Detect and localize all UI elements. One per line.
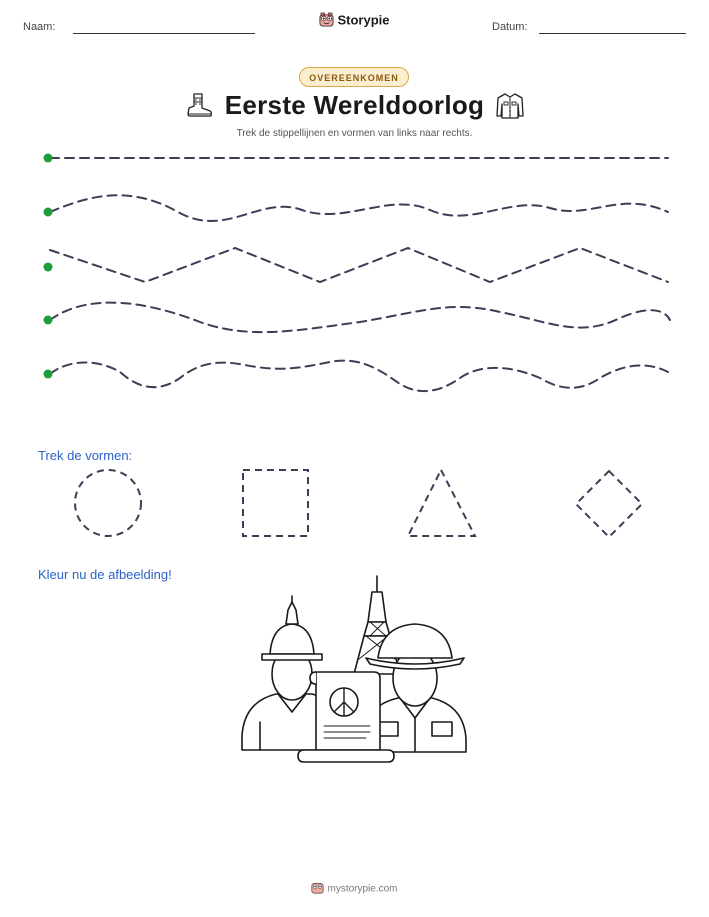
trace-circle[interactable] <box>75 470 141 536</box>
brand-name: Storypie <box>337 12 390 28</box>
start-dot <box>44 370 53 379</box>
coloring-picture[interactable] <box>240 574 470 764</box>
instructions: Trek de stippellijnen en vormen van links naar rechts. <box>236 128 473 139</box>
name-label: Naam: <box>23 21 56 33</box>
trace-triangle[interactable] <box>408 470 475 536</box>
category-badge: OVEREENKOMEN <box>299 67 409 87</box>
start-dot <box>44 316 53 325</box>
start-dot <box>44 263 53 272</box>
trace-line-bumpy-wave[interactable] <box>50 361 668 392</box>
start-dot <box>44 154 53 163</box>
storypie-logo-icon <box>311 881 324 897</box>
trace-line-wave[interactable] <box>50 303 670 332</box>
trace-diamond[interactable] <box>576 471 642 537</box>
eiffel-tower-icon <box>354 576 400 674</box>
footer <box>0 881 709 897</box>
trace-square[interactable] <box>243 470 308 536</box>
trace-line-gentle-wave[interactable] <box>50 195 668 221</box>
page-title: Eerste Wereldoorlog <box>224 90 485 120</box>
shapes-area <box>0 460 709 550</box>
coloring-heading: Kleur nu de afbeelding! <box>38 567 172 582</box>
footer-url[interactable]: mystorypie.com <box>327 883 398 895</box>
trace-line-zigzag[interactable] <box>50 248 668 282</box>
start-dot <box>44 208 53 217</box>
date-label: Datum: <box>492 21 528 33</box>
shapes-heading: Trek de vormen: <box>38 448 133 463</box>
